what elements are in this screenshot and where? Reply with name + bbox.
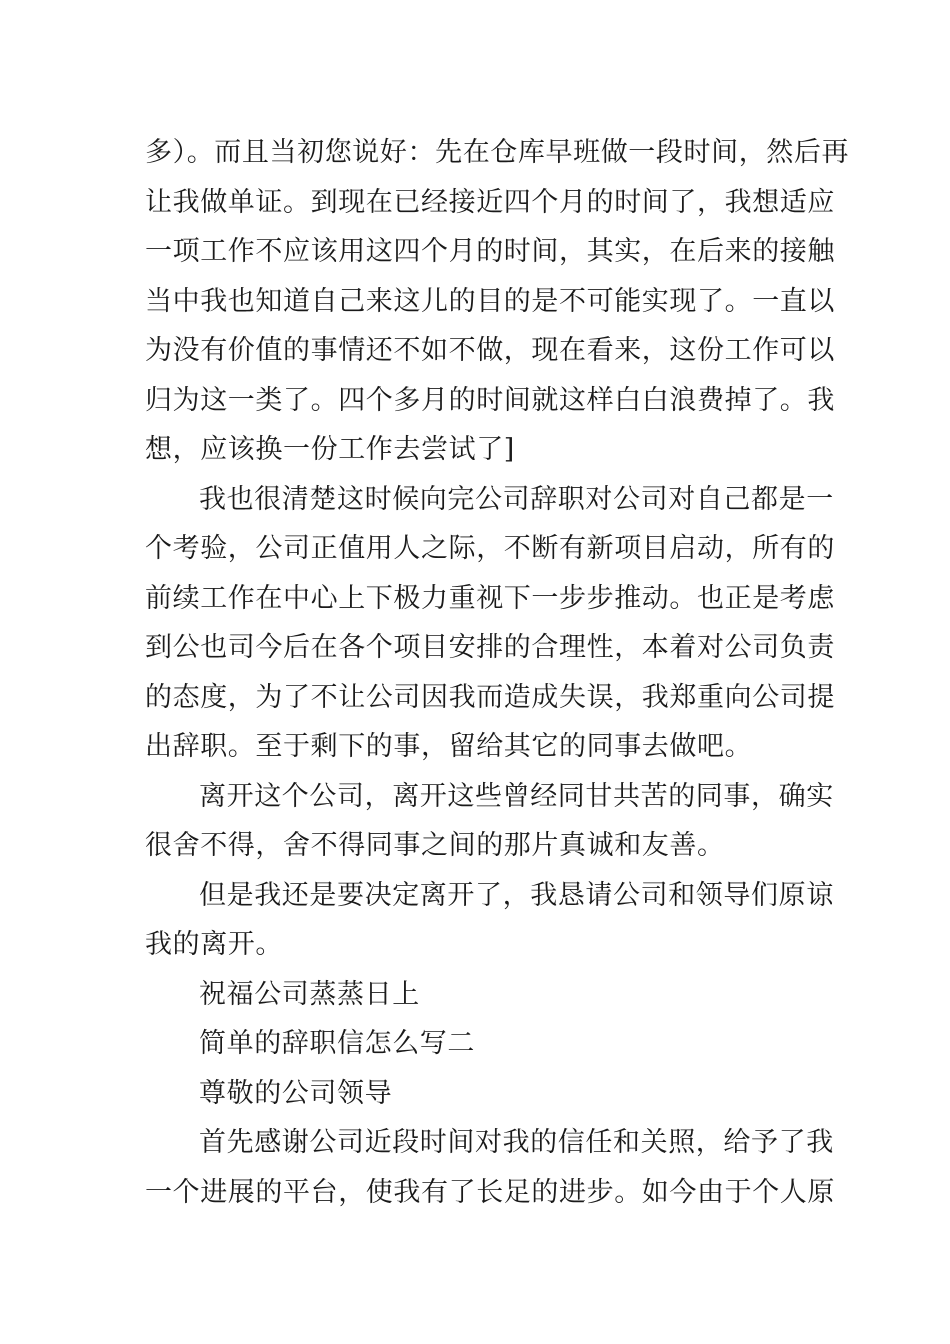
paragraph-2 [145, 475, 835, 772]
text-line: 当中我也知道自己来这儿的目的是不可能实现了。一直以 [145, 285, 835, 317]
text-line: 我的离开。 [145, 929, 283, 960]
text-line: 但是我还是要决定离开了，我恳请公司和领导们原谅 [199, 879, 834, 911]
text-line: 简单的辞职信怎么写二 [199, 1028, 475, 1059]
section-heading [145, 1019, 811, 1069]
paragraph-8 [145, 1118, 835, 1217]
text-line: 到公也司今后在各个项目安排的合理性，本着对公司负责 [145, 632, 835, 663]
text-line: 首先感谢公司近段时间对我的信任和关照，给予了我 [199, 1127, 834, 1158]
text-line: 想，应该换一份工作去尝试了] [145, 434, 515, 465]
text-line: 前续工作在中心上下极力重视下一步步推动。也正是考虑 [145, 582, 835, 614]
text-line: 尊敬的公司领导 [199, 1077, 393, 1109]
paragraph-3 [145, 772, 834, 871]
paragraph-4 [145, 871, 834, 970]
text-line: 祝福公司蒸蒸日上 [199, 978, 420, 1010]
text-line: 出辞职。至于剩下的事，留给其它的同事去做吧。 [145, 731, 753, 762]
salutation [145, 1069, 811, 1119]
text-line: 离开这个公司，离开这些曾经同甘共苦的同事，确实 [199, 780, 834, 812]
closing-wish [145, 970, 811, 1020]
text-line: 多）。而且当初您说好：先在仓库早班做一段时间，然后再 [145, 137, 850, 168]
text-line: 一个进展的平台，使我有了长足的进步。如今由于个人原 [145, 1176, 835, 1208]
text-line: 我也很清楚这时候向完公司辞职对公司对自己都是一 [199, 483, 834, 515]
text-line: 归为这一类了。四个多月的时间就这样白白浪费掉了。我 [145, 384, 835, 416]
text-line: 为没有价值的事情还不如不做，现在看来，这份工作可以 [145, 335, 835, 366]
document-body [145, 128, 850, 1217]
paragraph-1 [145, 128, 850, 475]
text-line: 一项工作不应该用这四个月的时间，其实，在后来的接触 [145, 236, 835, 267]
text-line: 很舍不得，舍不得同事之间的那片真诚和友善。 [145, 830, 725, 861]
text-line: 个考验，公司正值用人之际，不断有新项目启动，所有的 [145, 533, 835, 564]
text-line: 让我做单证。到现在已经接近四个月的时间了，我想适应 [145, 186, 835, 218]
text-line: 的态度，为了不让公司因我而造成失误，我郑重向公司提 [145, 681, 835, 713]
